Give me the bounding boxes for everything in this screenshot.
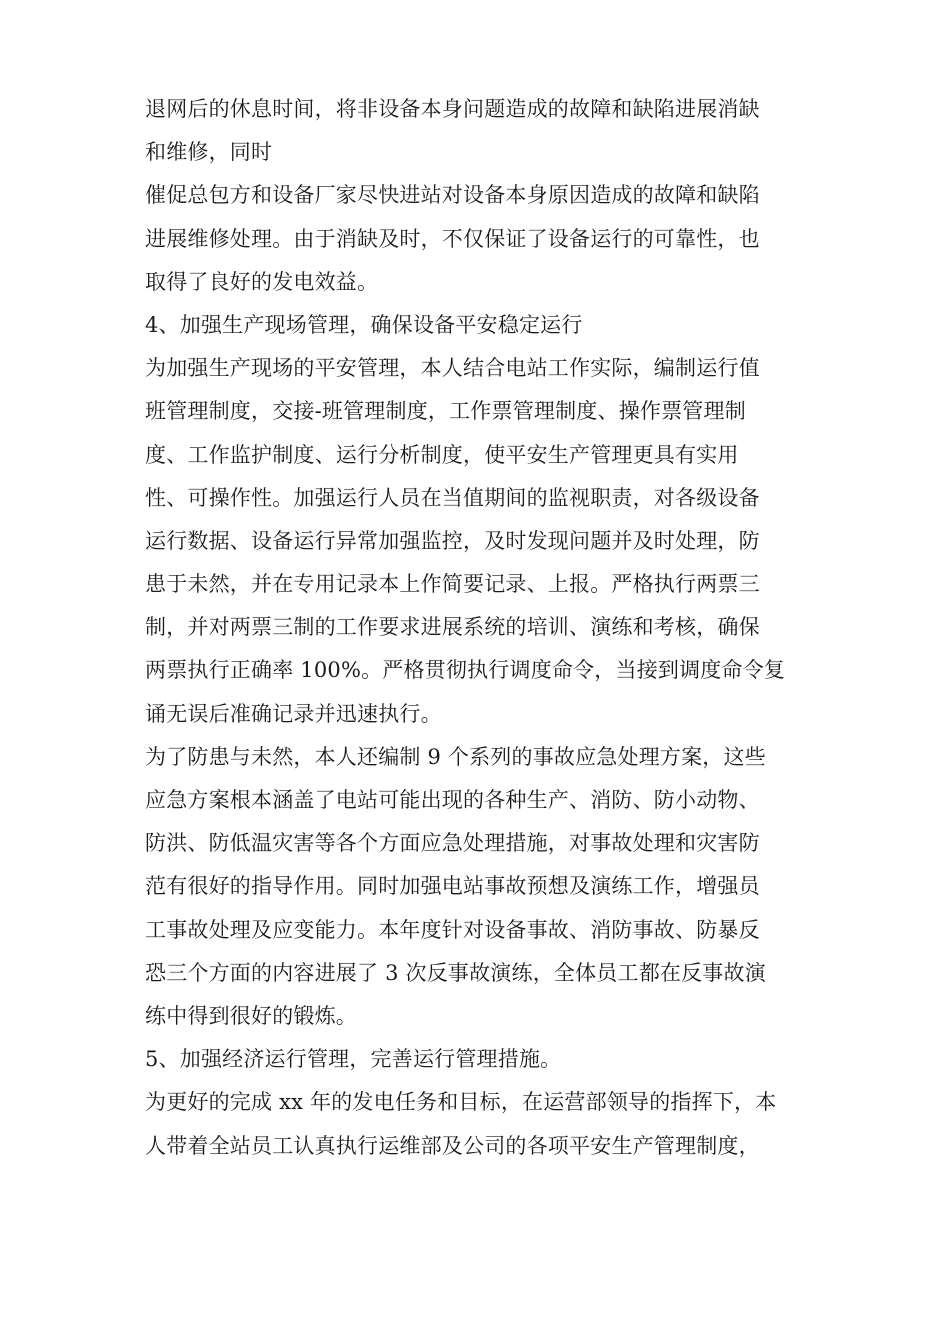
text-line: 制，并对两票三制的工作要求进展系统的培训、演练和考核，确保 — [145, 615, 760, 640]
text-line: 班管理制度，交接-班管理制度，工作票管理制度、操作票管理制 — [145, 399, 746, 424]
text-line: 两票执行正确率 100%。严格贯彻执行调度命令，当接到调度命令复 — [145, 658, 786, 683]
text-line: 工事故处理及应变能力。本年度针对设备事故、消防事故、防暴反 — [145, 917, 760, 942]
text-line: 恐三个方面的内容进展了 3 次反事故演练，全体员工都在反事故演 — [145, 960, 766, 985]
document-body — [145, 88, 810, 1168]
text-line: 和维修，同时 — [145, 140, 273, 165]
text-line: 诵无误后准确记录并迅速执行。 — [145, 701, 442, 726]
text-line: 为了防患与未然，本人还编制 9 个系列的事故应急处理方案，这些 — [145, 744, 766, 769]
text-line: 性、可操作性。加强运行人员在当值期间的监视职责，对各级设备 — [145, 485, 760, 510]
text-line: 退网后的休息时间，将非设备本身问题造成的故障和缺陷进展消缺 — [145, 97, 760, 121]
text-line: 进展维修处理。由于消缺及时，不仅保证了设备运行的可靠性，也 — [145, 226, 760, 251]
text-line: 度、工作监护制度、运行分析制度，使平安生产管理更具有实用 — [145, 442, 739, 467]
text-line: 防洪、防低温灾害等各个方面应急处理措施，对事故处理和灾害防 — [145, 831, 760, 856]
text-line: 催促总包方和设备厂家尽快进站对设备本身原因造成的故障和缺陷 — [145, 183, 760, 208]
section-heading: 5、加强经济运行管理，完善运行管理措施。 — [145, 1047, 562, 1072]
text-line: 人带着全站员工认真执行运维部及公司的各项平安生产管理制度， — [145, 1133, 760, 1158]
text-line: 范有很好的指导作用。同时加强电站事故预想及演练工作，增强员 — [145, 874, 760, 899]
text-line: 为更好的完成 xx 年的发电任务和目标，在运营部领导的指挥下，本 — [145, 1090, 777, 1115]
text-line: 运行数据、设备运行异常加强监控，及时发现问题并及时处理，防 — [145, 528, 760, 553]
text-line: 患于未然，并在专用记录本上作简要记录、上报。严格执行两票三 — [145, 572, 760, 597]
text-line: 应急方案根本涵盖了电站可能出现的各种生产、消防、防小动物、 — [145, 788, 760, 812]
section-heading: 4、加强生产现场管理，确保设备平安稳定运行 — [145, 312, 583, 337]
text-line: 取得了良好的发电效益。 — [145, 269, 379, 294]
text-line: 为加强生产现场的平安管理，本人结合电站工作实际，编制运行值 — [145, 356, 760, 381]
text-line: 练中得到很好的锻炼。 — [145, 1003, 357, 1028]
